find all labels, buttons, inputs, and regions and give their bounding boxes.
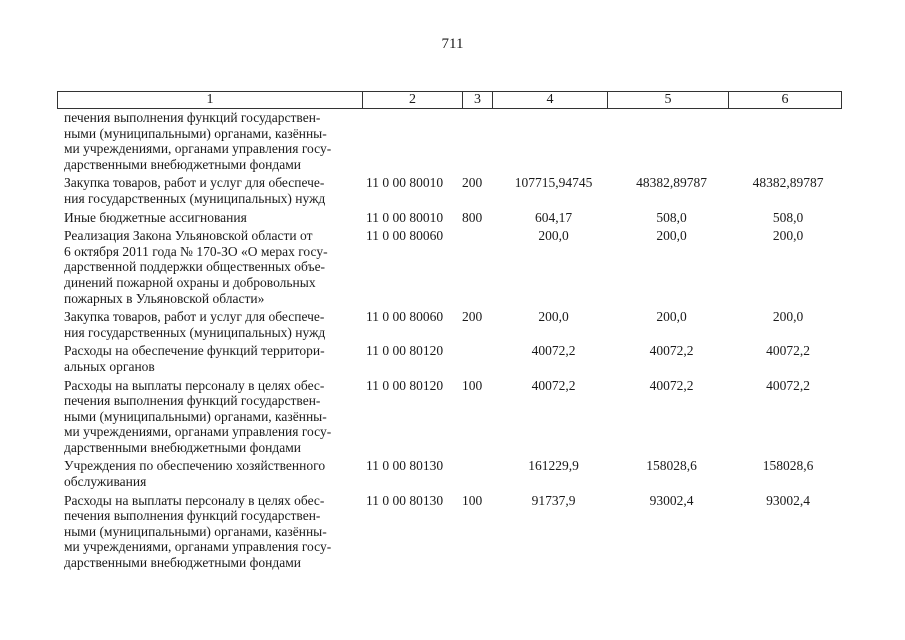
table-row [64, 110, 844, 172]
row-code: 11 0 00 80120 [366, 377, 444, 393]
row-value-1: 107715,94745 [514, 175, 593, 191]
header-col-5: 5 [608, 92, 729, 108]
row-name-line: Учреждения по обеспечению хозяйственного [64, 458, 326, 474]
table-body [64, 110, 844, 571]
row-code: 11 0 00 80010 [366, 175, 444, 191]
row-value-2: 200,0 [656, 309, 687, 325]
row-name-line: Расходы на выплаты персоналу в целях обес- [64, 492, 325, 508]
row-value-1: 91737,9 [531, 492, 576, 508]
row-value-3: 40072,2 [766, 343, 810, 359]
header-col-2: 2 [363, 92, 463, 108]
row-name-line: ными (муниципальными) органами, казённы- [64, 408, 327, 424]
row-name [64, 343, 360, 374]
row-name-line: дарственными внебюджетными фондами [64, 439, 302, 455]
table-row [64, 493, 844, 571]
row-name-line: Закупка товаров, работ и услуг для обеспече- [64, 175, 325, 191]
row-name-line: Расходы на обеспечение функций территори- [64, 343, 325, 359]
row-name-line: ными (муниципальными) органами, казённы- [64, 523, 327, 539]
row-name [64, 210, 360, 226]
row-name-line: Закупка товаров, работ и услуг для обеспече- [64, 309, 325, 325]
row-vr: 800 [462, 209, 483, 225]
header-col-1: 1 [58, 92, 363, 108]
row-name-line: динений пожарной охраны и добровольных [64, 274, 316, 290]
row-name-line: печения выполнения функций государствен- [64, 393, 321, 409]
row-value-3: 93002,4 [766, 492, 810, 508]
table-row [64, 378, 844, 456]
row-name-line: Реализация Закона Ульяновской области от [64, 228, 313, 244]
row-code: 11 0 00 80130 [366, 458, 444, 474]
row-name-line: ми учреждениями, органами управления госу- [64, 539, 332, 555]
row-code: 11 0 00 80130 [366, 492, 444, 508]
row-vr: 100 [462, 492, 483, 508]
row-value-2: 48382,89787 [636, 175, 707, 191]
row-value-3: 200,0 [772, 228, 804, 244]
row-name-line: печения выполнения функций государствен- [64, 508, 321, 524]
table-row [64, 228, 844, 306]
row-name-line: Расходы на выплаты персоналу в целях обес- [64, 377, 325, 393]
row-name-line: печения выполнения функций государствен- [64, 110, 321, 125]
row-value-2: 200,0 [656, 228, 687, 244]
row-value-3: 508,0 [772, 209, 804, 225]
row-value-1: 200,0 [538, 228, 569, 244]
table-row [64, 458, 844, 489]
row-value-2: 93002,4 [649, 492, 694, 508]
row-value-1: 200,0 [538, 309, 569, 325]
row-name-line: ния государственных (муниципальных) нужд [64, 324, 326, 340]
row-value-1: 604,17 [534, 209, 573, 225]
row-value-1: 40072,2 [531, 343, 576, 359]
row-name [64, 493, 360, 571]
row-name-line: обслуживания [64, 474, 147, 490]
row-name-line: дарственными внебюджетными фондами [64, 555, 302, 571]
row-value-3: 158028,6 [762, 458, 814, 474]
row-name [64, 309, 360, 340]
row-name-line: альных органов [64, 358, 155, 374]
row-name-line: дарственной поддержки общественных объе- [64, 259, 326, 275]
table-row [64, 343, 844, 374]
table-header [57, 91, 842, 109]
row-name-line: дарственными внебюджетными фондами [64, 156, 302, 172]
table-row [64, 309, 844, 340]
header-col-3: 3 [463, 92, 493, 108]
row-value-3: 40072,2 [766, 377, 810, 393]
row-name [64, 378, 360, 456]
row-name-line: ми учреждениями, органами управления госу- [64, 424, 332, 440]
row-code: 11 0 00 80060 [366, 228, 444, 244]
header-col-6: 6 [781, 92, 789, 107]
row-name-line: ными (муниципальными) органами, казённы- [64, 125, 327, 141]
row-vr: 100 [462, 377, 483, 393]
table-row [64, 210, 844, 226]
row-value-3: 48382,89787 [752, 175, 824, 191]
row-vr: 200 [462, 175, 483, 191]
row-name [64, 228, 360, 306]
row-value-2: 40072,2 [649, 343, 694, 359]
row-name-line: ния государственных (муниципальных) нужд [64, 190, 326, 206]
row-name [64, 175, 360, 206]
row-name [64, 458, 360, 489]
row-name-line: Иные бюджетные ассигнования [64, 209, 247, 225]
page-number: 711 [441, 36, 464, 52]
row-value-1: 161229,9 [528, 458, 579, 474]
row-code: 11 0 00 80010 [366, 209, 444, 225]
row-name-line: ми учреждениями, органами управления госу- [64, 141, 332, 157]
row-name-line: пожарных в Ульяновской области» [64, 290, 265, 306]
row-name [64, 110, 360, 172]
table-row [64, 175, 844, 206]
row-value-2: 158028,6 [646, 458, 697, 474]
row-code: 11 0 00 80060 [366, 309, 444, 325]
header-col-4: 4 [493, 92, 608, 108]
row-value-1: 40072,2 [531, 377, 576, 393]
row-value-2: 40072,2 [649, 377, 694, 393]
row-vr: 200 [462, 309, 483, 325]
row-value-2: 508,0 [656, 209, 687, 225]
row-code: 11 0 00 80120 [366, 343, 444, 359]
row-name-line: 6 октября 2011 года № 170-ЗО «О мерах госу- [64, 243, 328, 259]
row-value-3: 200,0 [772, 309, 804, 325]
